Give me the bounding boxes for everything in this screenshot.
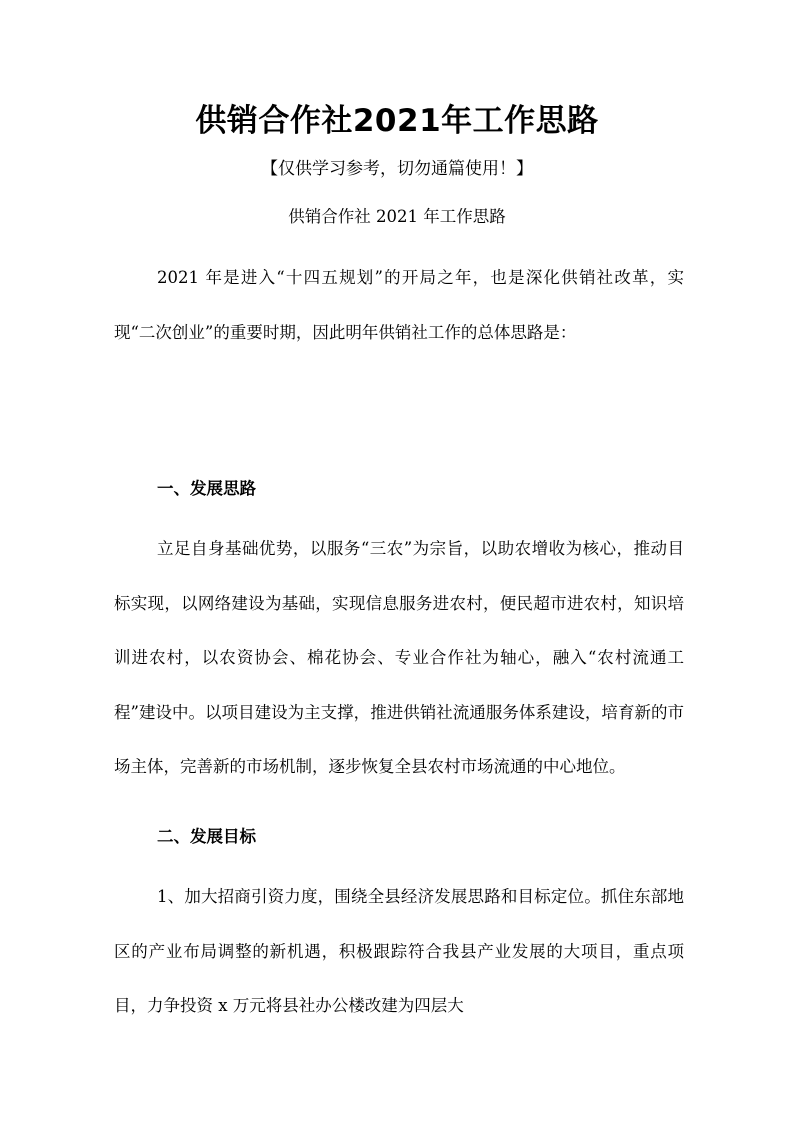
section-heading-development-goals: 二、发展目标 — [157, 827, 256, 846]
development-goals-paragraph: 1、加大招商引资力度，围绕全县经济发展思路和目标定位。抓住东部地区的产业布局调整的新机遇，积极跟踪符合我县产业发展的大项目，重点项目，力争投资 x 万元将县社办公楼改建为四层大 — [114, 887, 684, 1015]
development-approach-paragraph: 立足自身基础优势，以服务“三农”为宗旨，以助农增收为核心，推动目标实现，以网络建设为基础，实现信息服务进农村，便民超市进农村，知识培训进农村，以农资协会、棉花协会、专业合作社为轴心，融入“农村流通工程”建设中。以项目建设为主支撑，推进供销社流通服务体系建设，培育新的市场主体，完善新的市场机制，逐步恢复全县农村市场流通的中心地位。 — [114, 539, 684, 776]
document-title: 供销合作社2021年工作思路 — [195, 103, 599, 139]
intro-paragraph: 2021 年是进入“十四五规划”的开局之年，也是深化供销社改革，实现“二次创业”的重要时期，因此明年供销社工作的总体思路是： — [114, 268, 684, 342]
document-subtitle: 供销合作社 2021 年工作思路 — [288, 207, 506, 226]
usage-notice: 【仅供学习参考，切勿通篇使用！】 — [261, 159, 533, 179]
section-heading-development-approach: 一、发展思路 — [157, 479, 256, 498]
